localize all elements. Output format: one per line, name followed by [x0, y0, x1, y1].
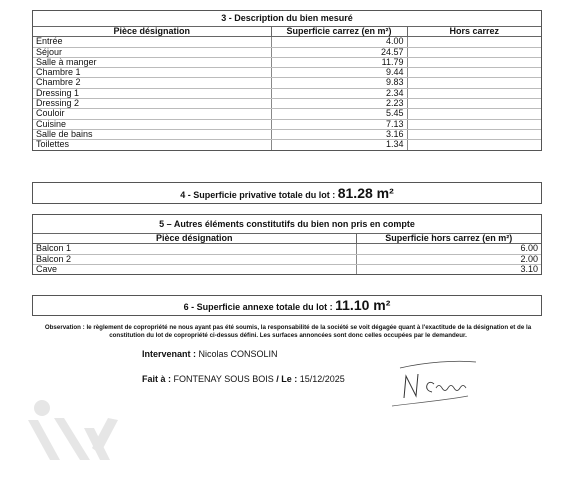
section5-table-body: [33, 244, 541, 274]
hors-carrez-area: [407, 88, 541, 98]
room-name: Salle à manger: [33, 57, 271, 67]
section5-table: [33, 234, 541, 274]
section5-table-row: [33, 264, 541, 274]
total-annexe-box: [32, 295, 542, 316]
section3-table-row: [33, 140, 541, 150]
hors-carrez-area: [407, 99, 541, 109]
section3-col-designation: Pièce désignation: [33, 27, 271, 37]
room-name: Balcon 1: [33, 244, 356, 254]
section5-col-hors-carrez: Superficie hors carrez (en m²): [356, 234, 541, 244]
carrez-area: 24.57: [271, 47, 407, 57]
hors-carrez-area: [407, 119, 541, 129]
section5-table-row: [33, 244, 541, 254]
section5-title: 5 – Autres éléments constitutifs du bien non pris en compte: [33, 215, 541, 234]
total-privative-label: 4 - Superficie privative totale du lot :: [180, 190, 338, 200]
hors-carrez-area: [407, 57, 541, 67]
total-privative-value: 81.28 m²: [337, 185, 394, 201]
total-annexe-label: 6 - Superficie annexe totale du lot :: [183, 302, 336, 312]
intervenant-label: Intervenant :: [142, 349, 197, 359]
room-name: Entrée: [33, 37, 271, 47]
hors-carrez-area: [407, 129, 541, 139]
section3-table-row: [33, 99, 541, 109]
section3-table-row: [33, 78, 541, 88]
hors-carrez-area: 2.00: [356, 254, 541, 264]
section3-col-hors: Hors carrez: [407, 27, 541, 37]
room-name: Cave: [33, 264, 356, 274]
section3-table-row: [33, 129, 541, 139]
total-privative-box: [32, 182, 542, 204]
section3-col-carrez: Superficie carrez (en m²): [271, 27, 407, 37]
section3-table-row: [33, 88, 541, 98]
ixa-watermark-logo-icon: [20, 398, 130, 460]
section3-table: [33, 27, 541, 150]
carrez-area: 7.13: [271, 119, 407, 129]
room-name: Cuisine: [33, 119, 271, 129]
hors-carrez-area: [407, 109, 541, 119]
carrez-area: 2.34: [271, 88, 407, 98]
carrez-area: 2.23: [271, 99, 407, 109]
section5-table-row: [33, 254, 541, 264]
fait-line: [142, 374, 345, 384]
carrez-area: 9.44: [271, 68, 407, 78]
room-name: Séjour: [33, 47, 271, 57]
section3-table-row: [33, 57, 541, 67]
signature-image: [386, 356, 486, 412]
section3-table-row: [33, 109, 541, 119]
section3-table-body: [33, 37, 541, 150]
section3-table-row: [33, 119, 541, 129]
room-name: Chambre 1: [33, 68, 271, 78]
carrez-area: 9.83: [271, 78, 407, 88]
total-annexe-value: 11.10 m²: [335, 297, 391, 313]
room-name: Dressing 1: [33, 88, 271, 98]
carrez-area: 3.16: [271, 129, 407, 139]
hors-carrez-area: [407, 78, 541, 88]
section3-title: 3 - Description du bien mesuré: [33, 11, 541, 27]
section5-col-designation: Pièce désignation: [33, 234, 356, 244]
intervenant-line: [142, 349, 278, 359]
fait-date: 15/12/2025: [299, 374, 345, 384]
room-name: Dressing 2: [33, 99, 271, 109]
room-name: Balcon 2: [33, 254, 356, 264]
observation-note: Observation : le règlement de copropriété ne nous ayant pas été soumis, la responsabilité de la société se voit dégagée quant à l'exactitude de la désignation et de la constitution du lot de copropriété ci-dessus défini. Les surfaces annoncées sont donc celles occupées par le demandeur.: [44, 324, 532, 339]
room-name: Salle de bains: [33, 129, 271, 139]
hors-carrez-area: [407, 47, 541, 57]
carrez-area: 5.45: [271, 109, 407, 119]
hors-carrez-area: 6.00: [356, 244, 541, 254]
fait-label: Fait à :: [142, 374, 172, 384]
carrez-area: 4.00: [271, 37, 407, 47]
hors-carrez-area: [407, 140, 541, 150]
section3-table-row: [33, 68, 541, 78]
hors-carrez-area: [407, 68, 541, 78]
room-name: Toilettes: [33, 140, 271, 150]
fait-place: FONTENAY SOUS BOIS: [173, 374, 274, 384]
room-name: Chambre 2: [33, 78, 271, 88]
intervenant-name: Nicolas CONSOLIN: [198, 349, 278, 359]
section3-table-row: [33, 47, 541, 57]
date-label: / Le :: [276, 374, 298, 384]
section3-table-row: [33, 37, 541, 47]
room-name: Couloir: [33, 109, 271, 119]
carrez-area: 11.79: [271, 57, 407, 67]
hors-carrez-area: 3.10: [520, 264, 538, 274]
section5-table-box: [32, 214, 542, 275]
hors-carrez-area: [407, 37, 541, 47]
section3-table-box: [32, 10, 542, 151]
carrez-area: 1.34: [271, 140, 407, 150]
